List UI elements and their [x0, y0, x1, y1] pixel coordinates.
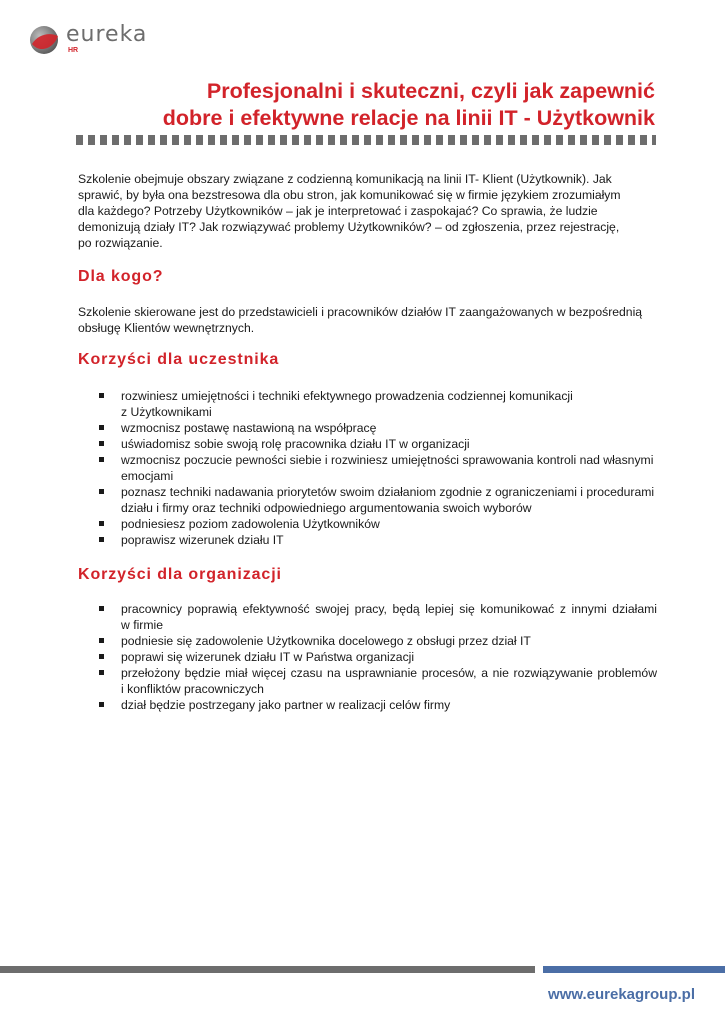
logo-wordmark: eureka [66, 22, 148, 47]
bullet-icon [99, 425, 104, 430]
footer-bar-blue [543, 966, 725, 973]
page-title [95, 78, 655, 132]
intro-line: sprawić, by była ona bezstresowa dla obu stron, jak komunikować się w firmie językiem zrozumiałym [78, 188, 621, 202]
bullet-icon [99, 537, 104, 542]
list-item: podniesiesz poziom zadowolenia Użytkowników [0, 516, 725, 532]
logo-subtext: HR [68, 47, 79, 54]
section-heading-organization-benefits: Korzyści dla organizacji [78, 566, 282, 583]
for-whom-paragraph [78, 304, 658, 336]
bullet-icon [99, 638, 104, 643]
intro-line: demonizują działy IT? Jak rozwiązywać problemy Użytkowników? – od zgłoszenia, przez rejestrację, [78, 220, 620, 234]
section-heading-for-whom: Dla kogo? [78, 268, 164, 285]
bullet-icon [99, 521, 104, 526]
participant-benefits-list [0, 388, 725, 548]
bullet-icon [99, 441, 104, 446]
section-heading-participant-benefits: Korzyści dla uczestnika [78, 351, 280, 368]
list-item: przełożony będzie miał więcej czasu na usprawnianie procesów, a nie rozwiązywanie problemów i konfliktów pracowniczych [0, 665, 725, 697]
organization-benefits-list [0, 601, 725, 713]
bullet-icon [99, 393, 104, 398]
title-line-2: dobre i efektywne relacje na linii IT - Użytkownik [162, 106, 655, 130]
footer-website-link[interactable]: www.eurekagroup.pl [548, 986, 695, 1003]
intro-line: dla każdego? Potrzeby Użytkowników – jak je interpretować i zaspokajać? Co sprawia, że ludzie [78, 204, 598, 218]
footer-bar-grey [0, 966, 535, 973]
bullet-icon [99, 670, 104, 675]
logo-sphere-icon [28, 24, 60, 56]
dotted-divider [76, 135, 656, 145]
intro-line: Szkolenie obejmuje obszary związane z codzienną komunikacją na linii IT- Klient (Użytkownik). Jak [78, 172, 612, 186]
bullet-icon [99, 457, 104, 462]
title-line-1: Profesjonalni i skuteczni, czyli jak zapewnić [206, 79, 655, 103]
list-item: pracownicy poprawią efektywność swojej pracy, będą lepiej się komunikować z innymi działami w firmie [0, 601, 725, 633]
bullet-icon [99, 489, 104, 494]
bullet-icon [99, 606, 104, 611]
list-item: wzmocnisz poczucie pewności siebie i rozwiniesz umiejętności sprawowania kontroli nad własnymi emocjami [0, 452, 725, 484]
list-item: wzmocnisz postawę nastawioną na współpracę [0, 420, 725, 436]
list-item: poprawi się wizerunek działu IT w Państwa organizacji [0, 649, 725, 665]
bullet-icon [99, 702, 104, 707]
bullet-icon [99, 654, 104, 659]
intro-line: po rozwiązanie. [78, 236, 163, 250]
list-item: poznasz techniki nadawania priorytetów swoim działaniom zgodnie z ograniczeniami i procedurami działu i firmy oraz techniki odpowiedniego argumentowania swoich wyborów [0, 484, 725, 516]
list-item: podniesie się zadowolenie Użytkownika docelowego z obsługi przez dział IT [0, 633, 725, 649]
intro-paragraph [78, 171, 658, 251]
list-item: rozwiniesz umiejętności i techniki efektywnego prowadzenia codziennej komunikacji z Użytkownikami [0, 388, 725, 420]
list-item: poprawisz wizerunek działu IT [0, 532, 725, 548]
for-whom-line: Szkolenie skierowane jest do przedstawicieli i pracowników działów IT zaangażowanych w bezpośrednią [78, 305, 643, 319]
company-logo [28, 20, 168, 60]
list-item: uświadomisz sobie swoją rolę pracownika działu IT w organizacji [0, 436, 725, 452]
for-whom-line: obsługę Klientów wewnętrznych. [78, 321, 255, 335]
list-item: dział będzie postrzegany jako partner w realizacji celów firmy [0, 697, 725, 713]
